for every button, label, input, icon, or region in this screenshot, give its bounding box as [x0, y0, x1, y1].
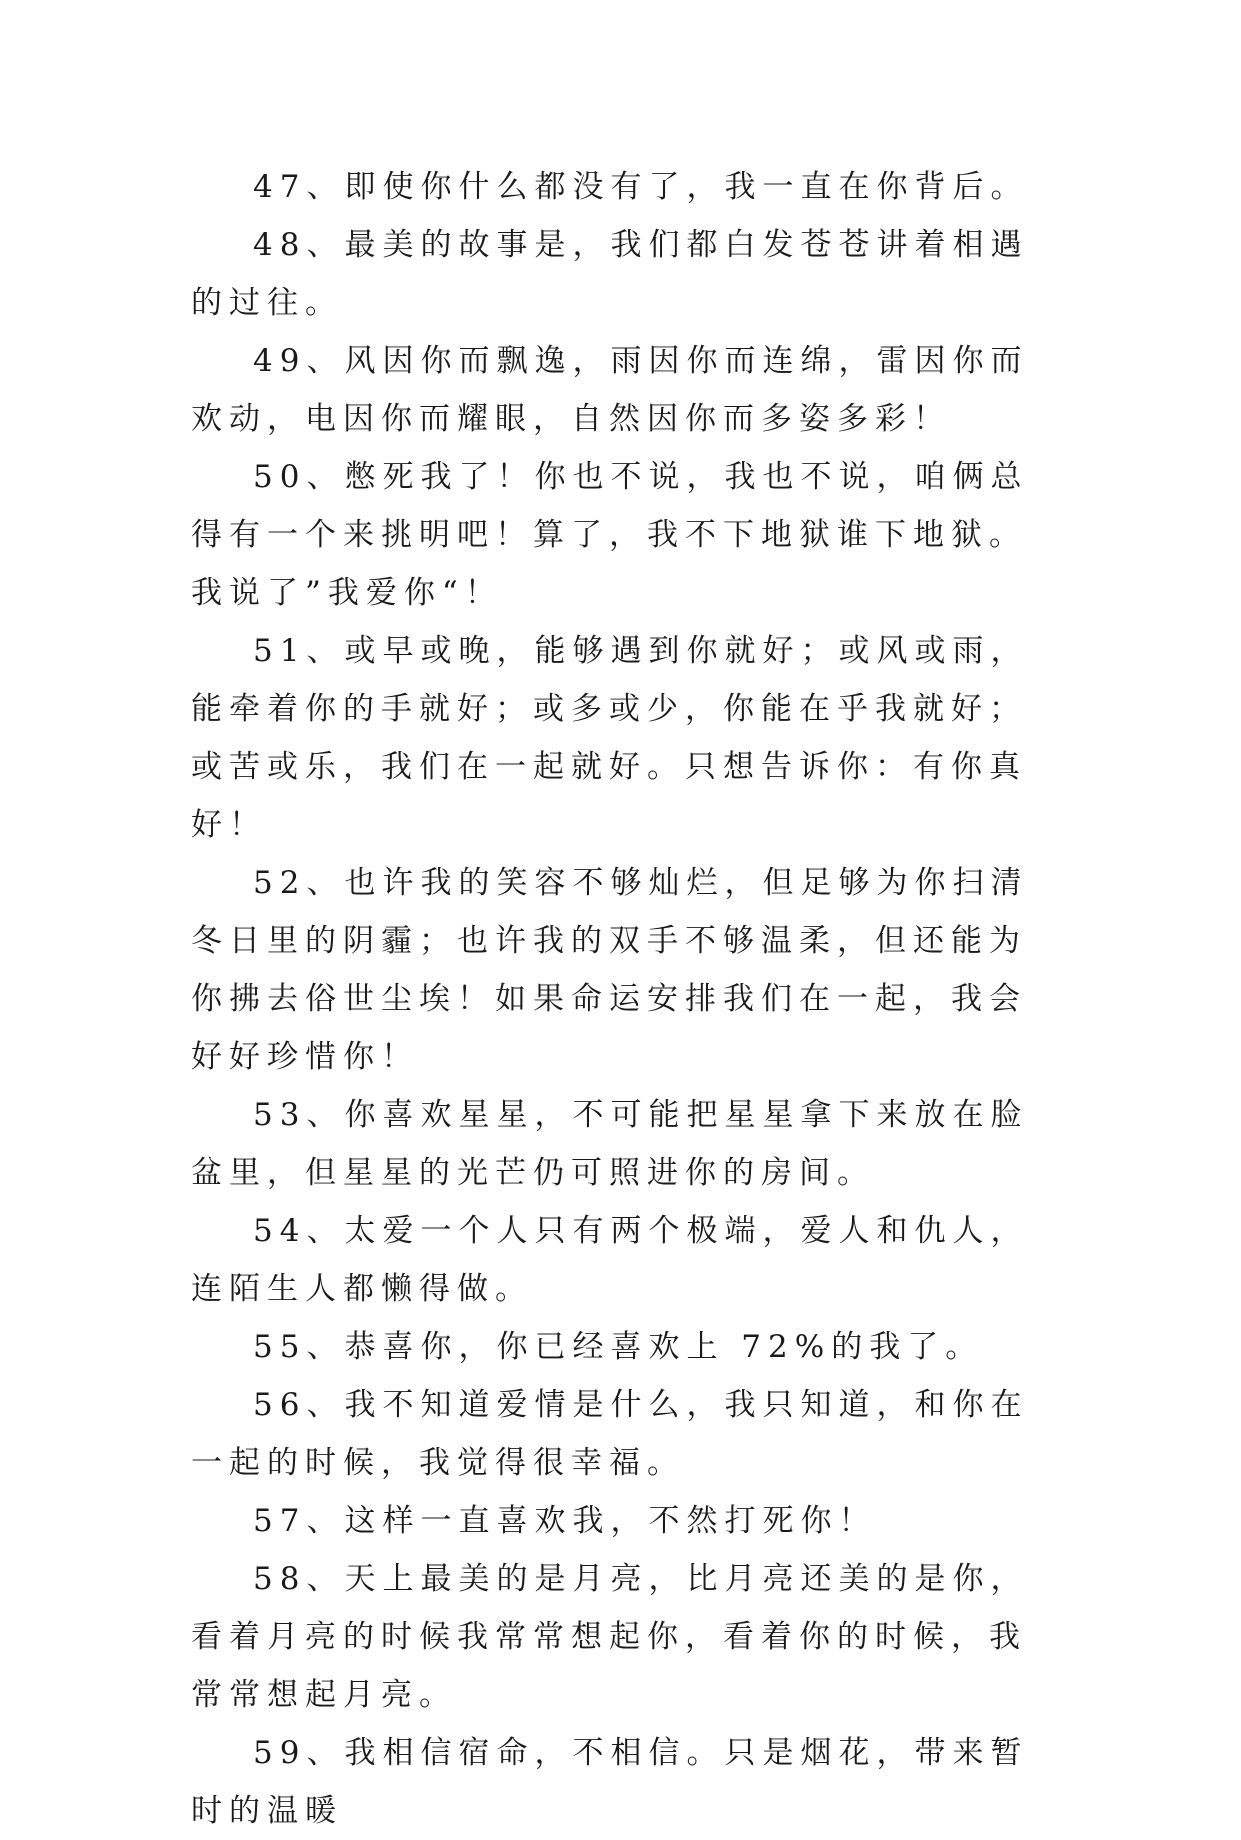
- paragraph-55: 55、恭喜你，你已经喜欢上 72%的我了。: [253, 1329, 984, 1365]
- paragraph-57: 57、这样一直喜欢我，不然打死你！: [253, 1503, 877, 1539]
- paragraph-54: 54、太爱一个人只有两个极端，爱人和仇人，连陌生人都懒得做。: [191, 1213, 1029, 1307]
- paragraph-51: 51、或早或晚，能够遇到你就好；或风或雨，能牵着你的手就好；或多或少，你能在乎我就好；或苦或乐，我们在一起就好。只想告诉你：有你真好！: [191, 633, 1029, 843]
- paragraph-50: 50、憋死我了！你也不说，我也不说，咱俩总得有一个来挑明吧！算了，我不下地狱谁下地狱。我说了”我爱你“！: [191, 459, 1029, 611]
- paragraph-53: 53、你喜欢星星，不可能把星星拿下来放在脸盆里，但星星的光芒仍可照进你的房间。: [191, 1097, 1029, 1191]
- paragraph-48: 48、最美的故事是，我们都白发苍苍讲着相遇的过往。: [191, 227, 1029, 321]
- paragraph-58: 58、天上最美的是月亮，比月亮还美的是你，看着月亮的时候我常常想起你，看着你的时候，我常常想起月亮。: [191, 1561, 1029, 1713]
- paragraph-52: 52、也许我的笑容不够灿烂，但足够为你扫清冬日里的阴霾；也许我的双手不够温柔，但还能为你拂去俗世尘埃！如果命运安排我们在一起，我会好好珍惜你！: [191, 865, 1029, 1075]
- paragraph-49: 49、风因你而飘逸，雨因你而连绵，雷因你而欢动，电因你而耀眼，自然因你而多姿多彩！: [191, 343, 1029, 437]
- paragraph-56: 56、我不知道爱情是什么，我只知道，和你在一起的时候，我觉得很幸福。: [191, 1387, 1029, 1481]
- paragraph-59: 59、我相信宿命，不相信。只是烟花，带来暂时的温暖: [191, 1735, 1029, 1829]
- document-body: [191, 158, 1051, 1840]
- paragraph-47: 47、即使你什么都没有了，我一直在你背后。: [253, 169, 1029, 205]
